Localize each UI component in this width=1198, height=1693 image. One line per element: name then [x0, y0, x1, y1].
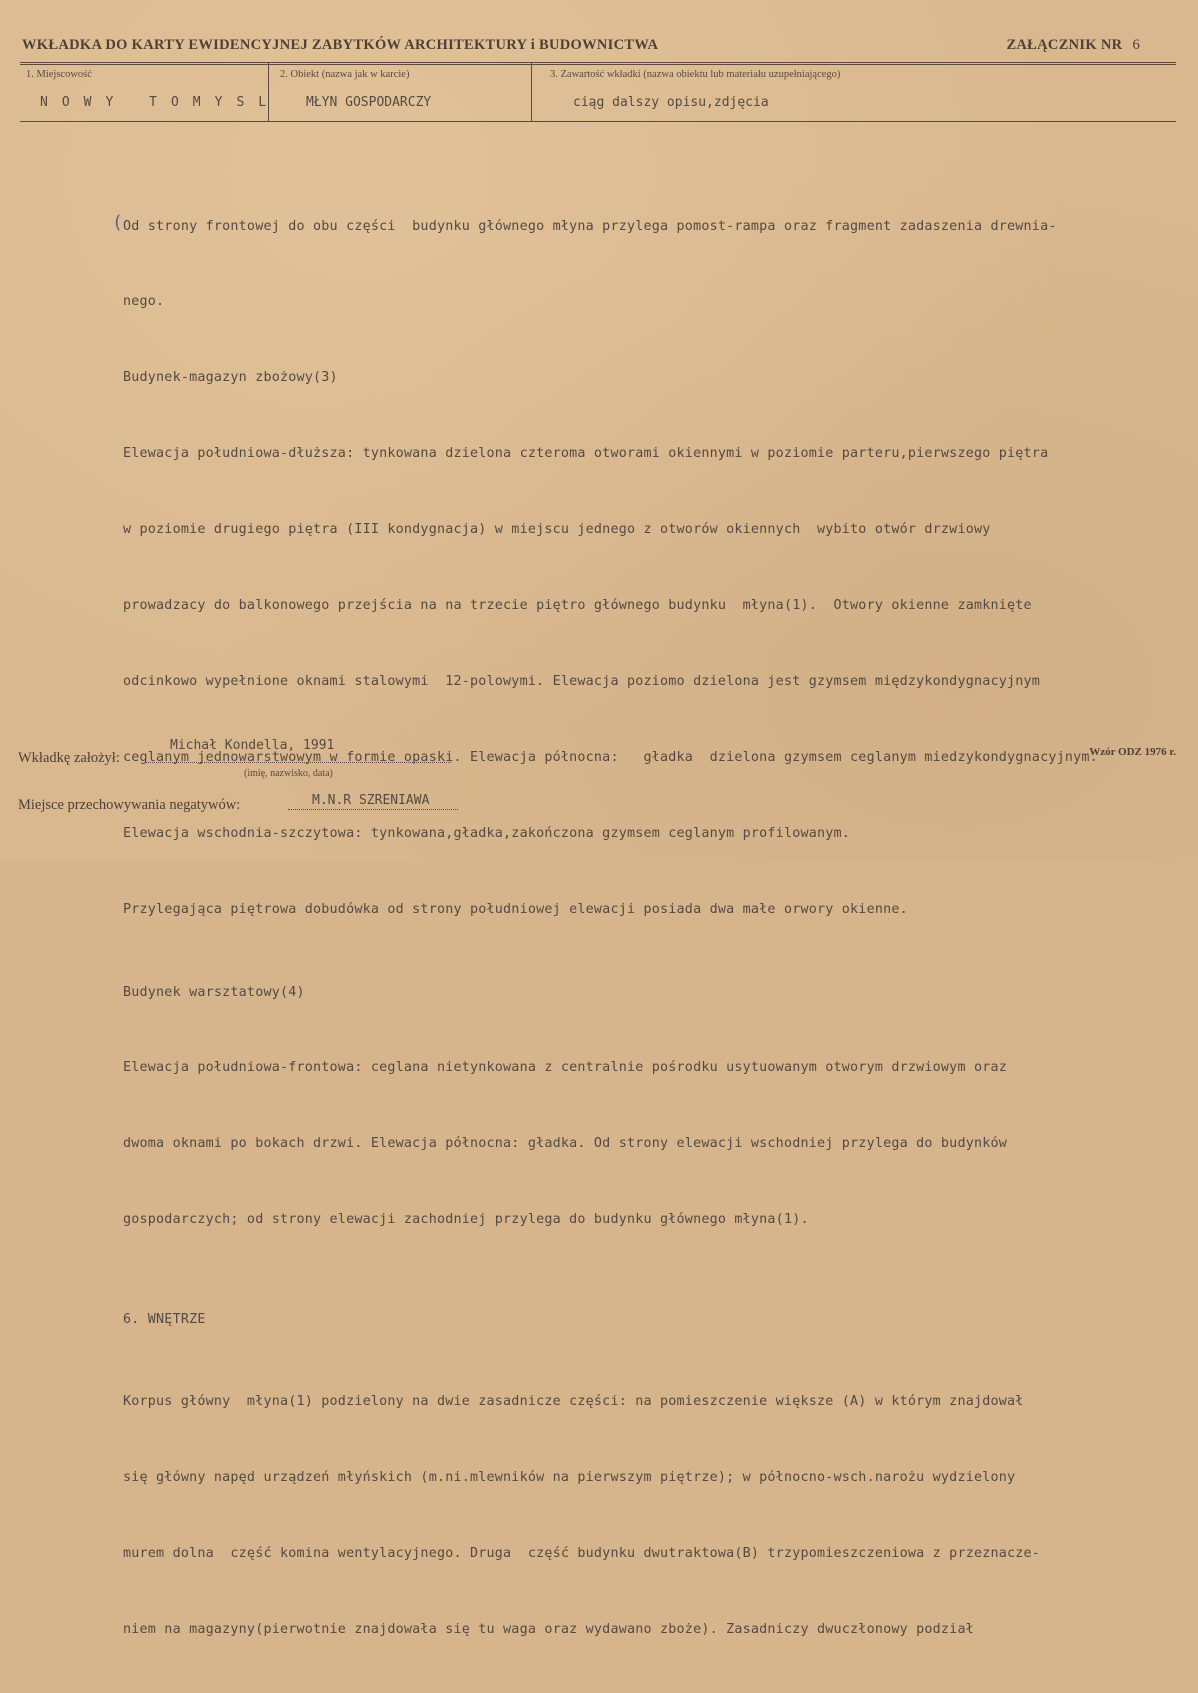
body-line: się główny napęd urządzeń młyńskich (m.ni.mlewników na pierwszym piętrze); w północno-wsch.narożu wydzielony	[123, 1469, 1016, 1485]
form-code: Wzór ODZ 1976 r.	[1089, 746, 1176, 758]
founder-line	[146, 762, 451, 763]
object-value: MŁYN GOSPODARCZY	[306, 95, 432, 110]
field-divider-1	[268, 63, 269, 121]
form-title: WKŁADKA DO KARTY EWIDENCYJNEJ ZABYTKÓW ARCHITEKTURY i BUDOWNICTWA	[22, 37, 659, 53]
body-line: Przylegająca piętrowa dobudówka od strony południowej elewacji posiada dwa małe orwory okienne.	[123, 901, 908, 917]
field-divider-2	[531, 63, 532, 121]
body-line: Elewacja południowa-frontowa: ceglana nietynkowana z centralnie pośrodku usytuowanym otworym drzwiowym oraz	[123, 1060, 1008, 1076]
content-label: 3. Zawartość wkładki (nazwa obiektu lub materiału uzupełniającego)	[550, 69, 841, 80]
body-line: Budynek-magazyn zbożowy(3)	[123, 370, 338, 386]
annex-number: 6	[1132, 37, 1140, 53]
locality-label: 1. Miejscowość	[26, 69, 92, 80]
founder-value: Michał Kondella, 1991	[170, 738, 335, 753]
handwritten-bracket-mark: (	[112, 212, 123, 233]
annex-label-text: ZAŁĄCZNIK NR	[1006, 37, 1123, 53]
section-heading: 6. WNĘTRZE	[123, 1312, 206, 1328]
founder-caption: (imię, nazwisko, data)	[244, 768, 333, 779]
body-line: Elewacja wschodnia-szczytowa: tynkowana,gładka,zakończona gzymsem ceglanym profilowanym.	[123, 825, 851, 841]
body-line: odcinkowo wypełnione oknami stalowymi 12-polowymi. Elewacja poziomo dzielona jest gzymsem międzykondygnacyjnym	[123, 673, 1041, 689]
founder-label: Wkładkę założył:	[18, 750, 120, 766]
body-line: Elewacja południowa-dłuższa: tynkowana dzielona czteroma otworami okiennymi w poziomie parteru,pierwszego piętra	[123, 446, 1049, 462]
annex-label	[1006, 37, 1140, 54]
storage-value: M.N.R SZRENIAWA	[312, 793, 430, 808]
body-line: dwoma oknami po bokach drzwi. Elewacja północna: gładka. Od strony elewacji wschodniej przylega do budynków	[123, 1136, 1008, 1152]
storage-line	[288, 809, 458, 810]
body-line: gospodarczych; od strony elewacji zachodniej przylega do budynku głównego młyna(1).	[123, 1212, 809, 1228]
locality-value: NOWY TOMYSL	[40, 95, 281, 110]
body-line: prowadzacy do balkonowego przejścia na na trzecie piętro głównego budynku młyna(1). Otwory okienne zamknięte	[123, 598, 1032, 614]
header-rule-bottom	[20, 121, 1176, 122]
body-line: Korpus główny młyna(1) podzielony na dwie zasadnicze części: na pomieszczenie większe (A) w którym znajdował	[123, 1393, 1024, 1409]
body-line: nego.	[123, 294, 165, 310]
body-line: niem na magazyny(pierwotnie znajdowała się tu waga oraz wydawano zboże). Zasadniczy dwuczłonowy podział	[123, 1621, 974, 1637]
body-line: murem dolna część komina wentylacyjnego. Druga część budynku dwutraktowa(B) trzypomieszczeniowa z przeznacze-	[123, 1545, 1041, 1561]
body-line: Budynek warsztatowy(4)	[123, 984, 305, 1000]
storage-label: Miejsce przechowywania negatywów:	[18, 797, 241, 813]
body-line: w poziomie drugiego piętra (III kondygnacja) w miejscu jednego z otworów okiennych wybito otwór drzwiowy	[123, 522, 991, 538]
header-rule-top-double	[20, 64, 1176, 65]
object-label: 2. Obiekt (nazwa jak w karcie)	[280, 69, 410, 80]
content-value: ciąg dalszy opisu,zdjęcia	[573, 95, 769, 110]
body-line: ceglanym jednowarstwowym w formie opaski. Elewacja północna: gładka dzielona gzymsem ceglanym miedzykondygnacyjnym.	[123, 749, 1098, 765]
header-rule-top	[20, 62, 1176, 63]
description-body	[123, 163, 1193, 1693]
body-line: Od strony frontowej do obu części budynku głównego młyna przylega pomost-rampa oraz fragment zadaszenia drewnia-	[123, 218, 1057, 234]
